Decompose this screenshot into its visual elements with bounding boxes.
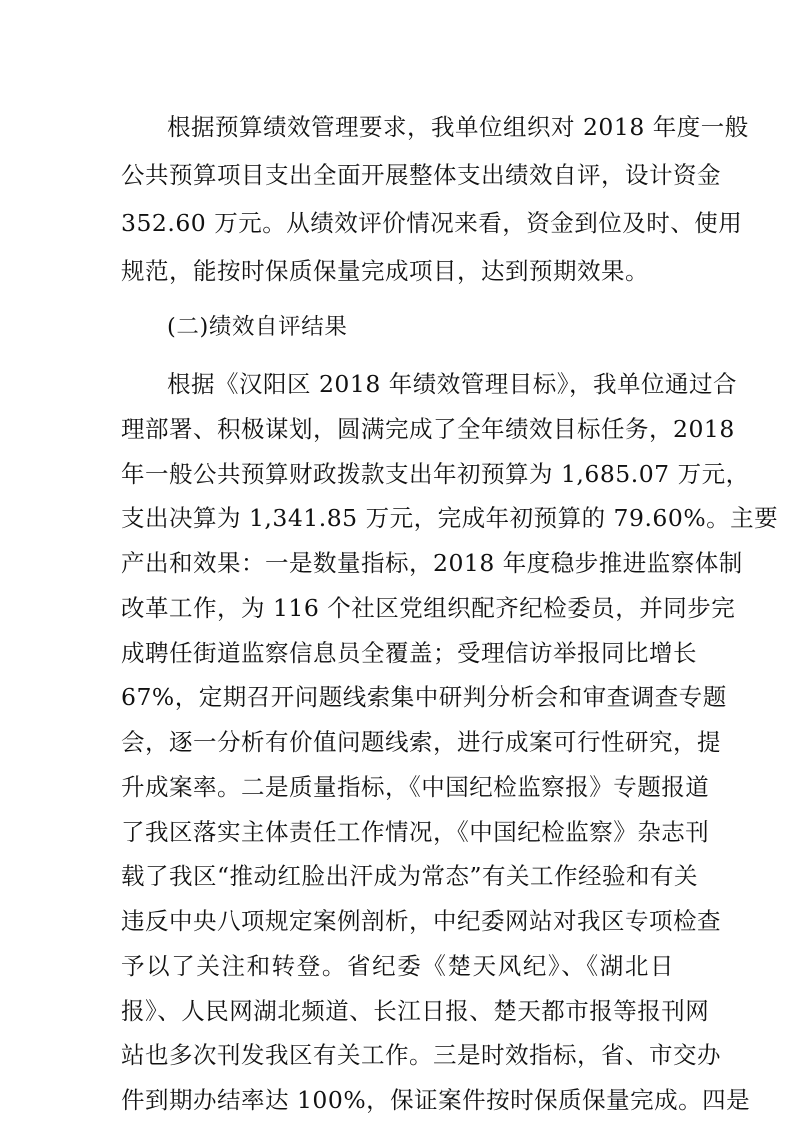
- paragraph2-line-8: 67%，定期召开问题线索集中研判分析会和审查调查专题: [121, 683, 727, 711]
- paragraph2-line-6: 改革工作，为 116 个社区党组织配齐纪检委员，并同步完: [121, 594, 736, 622]
- section-heading: (二)绩效自评结果: [167, 314, 348, 340]
- paragraph1-line-2: 公共预算项目支出全面开展整体支出绩效自评，设计资金: [121, 161, 721, 189]
- paragraph2-line-17: 件到期办结率达 100%，保证案件按时保质保量完成。四是: [121, 1086, 751, 1114]
- paragraph2-line-3: 年一般公共预算财政拨款支出年初预算为 1,685.07 万元，: [121, 460, 750, 488]
- paragraph2-line-10: 升成案率。二是质量指标，《中国纪检监察报》专题报道: [121, 773, 710, 801]
- paragraph2-line-15: 报》、人民网湖北频道、长江日报、楚天都市报等报刊网: [121, 997, 710, 1025]
- paragraph2-line-12: 载了我区“推动红脸出汗成为常态”有关工作经验和有关: [121, 862, 699, 890]
- paragraph2-line-13: 违反中央八项规定案例剖析，中纪委网站对我区专项检查: [121, 907, 721, 935]
- paragraph2-line-4: 支出决算为 1,341.85 万元，完成年初预算的 79.60%。主要: [121, 504, 779, 532]
- paragraph1-line-3: 352.60 万元。从绩效评价情况来看，资金到位及时、使用: [121, 209, 743, 237]
- paragraph2-line-11: 了我区落实主体责任工作情况，《中国纪检监察》杂志刊: [121, 818, 710, 846]
- paragraph2-line-5: 产出和效果：一是数量指标，2018 年度稳步推进监察体制: [121, 549, 743, 577]
- paragraph2-line-9: 会，逐一分析有价值问题线索，进行成案可行性研究，提: [121, 728, 721, 756]
- paragraph1-line-1: 根据预算绩效管理要求，我单位组织对 2018 年度一般: [167, 113, 749, 141]
- paragraph2-line-16: 站也多次刊发我区有关工作。三是时效指标，省、市交办: [121, 1041, 721, 1069]
- paragraph1-line-4: 规范，能按时保质保量完成项目，达到预期效果。: [121, 257, 649, 285]
- paragraph2-line-1: 根据《汉阳区 2018 年绩效管理目标》，我单位通过合: [167, 370, 737, 398]
- paragraph2-line-7: 成聘任街道监察信息员全覆盖；受理信访举报同比增长: [121, 639, 697, 667]
- paragraph2-line-14: 予以了关注和转登。省纪委《楚天风纪》、《湖北日: [121, 952, 674, 980]
- paragraph2-line-2: 理部署、积极谋划，圆满完成了全年绩效目标任务，2018: [121, 415, 735, 443]
